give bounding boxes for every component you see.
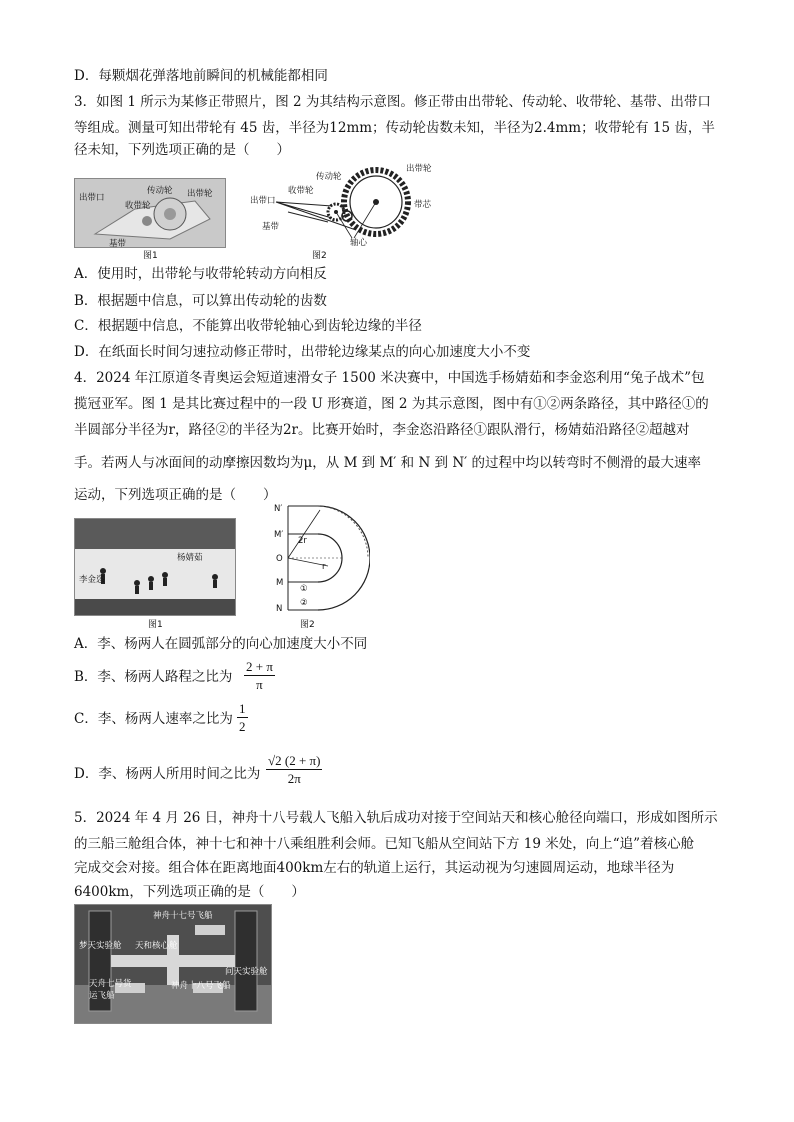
q3-option-c: C．根据题中信息，不能算出收带轮轴心到齿轮边缘的半径 [74,318,422,334]
q3-figure2-caption: 图2 [312,251,327,261]
q3-option-b: B．根据题中信息，可以算出传动轮的齿数 [74,293,327,309]
fig2-label-drive: 传动轮 [316,172,342,182]
fig2-label-takeup: 收带轮 [288,186,314,196]
fraction-denominator: π [256,677,263,692]
q5-space-station-photo [74,904,272,1024]
fig-label-m: M [276,578,284,588]
q4-figure2-caption: 图2 [300,620,315,630]
q5-stem-line2: 的三船三舱组合体，神十七和神十八乘组胜利会师。已知飞船从空间站下方 19 米处，向上“追”着核心舱 [74,836,695,852]
fig2-label-supply: 出带轮 [406,164,432,174]
fig-label-yang: 杨婧茹 [177,553,203,563]
speed-skating-photo [75,519,235,615]
fig2-label-core: 带芯 [414,200,432,210]
fig1-label-outlet: 出带口 [79,193,105,203]
q4-figure2-diagram [270,500,370,618]
fig-label-path2: ② [300,598,308,608]
q3-stem-line1: 3．如图 1 所示为某修正带照片，图 2 为其结构示意图。修正带由出带轮、传动轮、收带轮、基带、出带口 [74,94,711,110]
q3-option-a: A．使用时，出带轮与收带轮转动方向相反 [74,266,327,282]
q5-stem-line4: 6400km，下列选项正确的是（ ） [74,884,305,900]
fig-label-path1: ① [300,584,308,594]
q4-option-c-fraction [237,700,248,735]
fig-label-n: N [276,604,283,614]
q5-stem-line1: 5．2024 年 4 月 26 日，神舟十八号载人飞船入轨后成功对接于空间站天和核心舱径向端口，形成如图所示 [74,810,718,826]
fig-label-2r: 2r [298,536,307,546]
fig1-label-base: 基带 [109,239,127,249]
label-wentian: 问天实验舱 [225,967,268,977]
q4-option-d-fraction [266,752,322,787]
label-tianzhou7: 天舟七号货运飞船 [89,979,132,1001]
label-tianhe: 天和核心舱 [135,941,178,951]
space-station-image [75,905,271,1023]
q3-figure2-diagram [248,160,438,258]
label-mengtian: 梦天实验舱 [79,941,122,951]
q4-option-d: D．李、杨两人所用时间之比为 [74,766,261,782]
q4-option-b-fraction [244,658,275,693]
q4-option-b: B．李、杨两人路程之比为 [74,669,233,685]
fig1-label-drive: 传动轮 [147,186,173,196]
q5-stem-line3: 完成交会对接。组合体在距离地面400km左右的轨道上运行，其运动视为匀速圆周运动，地球半径为 [74,860,675,876]
fraction-numerator: 1 [239,701,246,716]
label-shenzhou17: 神舟十七号飞船 [153,911,213,921]
q4-stem-line4: 手。若两人与冰面间的动摩擦因数均为μ，从 M 到 M′ 和 N 到 N′ 的过程中均以转弯时不侧滑的最大速率 [74,455,702,471]
fraction-numerator: 2 + π [246,659,273,674]
q3-figure1-photo [74,178,226,248]
q4-stem-line5: 运动，下列选项正确的是（ ） [74,487,277,503]
fraction-numerator: √2 (2 + π) [268,753,321,768]
fraction-denominator: 2 [239,719,246,734]
q4-stem-line3: 半圆部分半径为r，路径②的半径为2r。比赛开始时，李金恣沿路径①跟队滑行，杨婧茹沿路径②超越对 [74,422,690,438]
fig1-label-supply: 出带轮 [187,189,213,199]
fig2-label-outlet: 出带口 [250,196,276,206]
q3-stem-line2: 等组成。测量可知出带轮有 45 齿，半径为12mm；传动轮齿数未知，半径为2.4mm；收带轮有 15 齿，半 [74,120,715,136]
q4-option-a: A．李、杨两人在圆弧部分的向心加速度大小不同 [74,636,368,652]
q4-figure1-photo [74,518,236,616]
label-shenzhou18: 神舟十八号飞船 [171,981,231,991]
q3-stem-line3: 径未知，下列选项正确的是（ ） [74,142,290,158]
fraction-denominator: 2π [287,771,301,786]
fig-label-m-prime: M′ [274,530,284,540]
fig-label-li: 李金恣 [79,575,105,585]
q4-option-c: C．李、杨两人速率之比为 [74,711,233,727]
q2-option-d: D．每颗烟花弹落地前瞬间的机械能都相同 [74,68,328,84]
q4-stem-line2: 揽冠亚军。图 1 是其比赛过程中的一段 U 形赛道，图 2 为其示意图，图中有①②两条路径，其中路径①的 [74,396,709,412]
q4-stem-line1: 4．2024 年江原道冬青奥运会短道速滑女子 1500 米决赛中，中国选手杨婧茹和李金恣利用“兔子战术”包 [74,370,705,386]
fig2-label-axle: 轴心 [350,238,368,248]
track-paths-diagram [270,500,370,618]
fig2-label-base: 基带 [262,222,280,232]
fig-label-r: r [322,562,326,572]
q3-figure1-caption: 图1 [143,251,158,261]
q4-figure1-caption: 图1 [148,620,163,630]
fig-label-n-prime: N′ [274,504,283,514]
tape-corrector-diagram [248,160,438,258]
fig1-label-takeup: 收带轮 [125,201,151,211]
fig-label-o: O [276,554,283,564]
q3-option-d: D．在纸面长时间匀速拉动修正带时，出带轮边缘某点的向心加速度大小不变 [74,344,531,360]
